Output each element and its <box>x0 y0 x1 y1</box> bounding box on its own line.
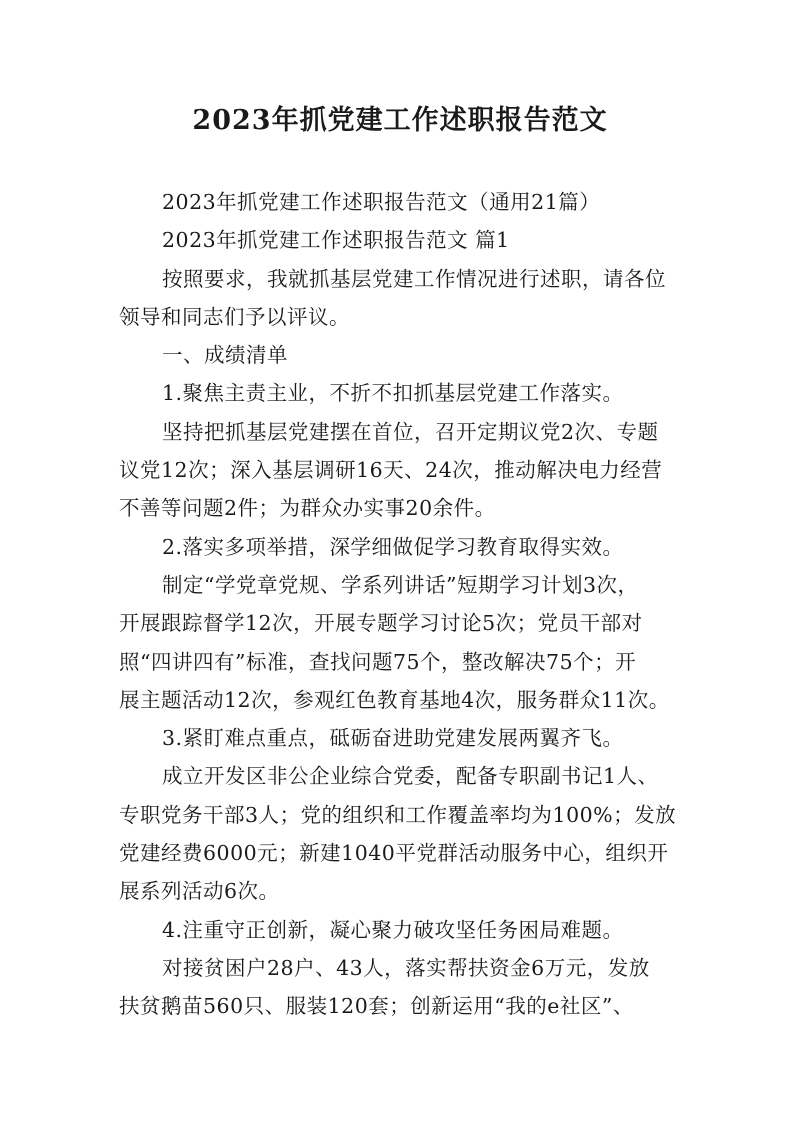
text-line: 领导和同志们予以评议。 <box>119 304 350 329</box>
text-line: 开展跟踪督学12次，开展专题学习讨论5次；党员干部对 <box>119 611 643 636</box>
text-line: 制定“学党章党规、学系列讲话”短期学习计划3次， <box>162 572 639 597</box>
text-line: 1.聚焦主责主业，不折不扣抓基层党建工作落实。 <box>162 381 624 406</box>
text-line: 2023年抓党建工作述职报告范文（通用21篇） <box>162 190 601 214</box>
text-line: 3.紧盯难点重点，砥砺奋进助党建发展两翼齐飞。 <box>162 726 624 751</box>
text-line: 不善等问题2件；为群众办实事20余件。 <box>119 496 496 521</box>
text-line: 对接贫困户28户、43人，落实帮扶资金6万元，发放 <box>162 955 650 980</box>
document-title: 2023年抓党建工作述职报告范文 <box>192 105 608 136</box>
text-line: 按照要求，我就抓基层党建工作情况进行述职，请各位 <box>162 266 666 291</box>
text-line: 专职党务干部3人；党的组织和工作覆盖率均为100%；发放 <box>119 802 677 827</box>
text-line: 2.落实多项举措，深学细做促学习教育取得实效。 <box>162 534 624 559</box>
text-line: 一、成绩清单 <box>162 343 288 368</box>
text-line: 展系列活动6次。 <box>119 879 280 904</box>
text-line: 党建经费6000元；新建1040平党群活动服务中心，组织开 <box>119 841 669 866</box>
document-body <box>119 183 684 1026</box>
text-line: 展主题活动12次，参观红色教育基地4次，服务群众11次。 <box>119 687 670 712</box>
text-line: 坚持把抓基层党建摆在首位，召开定期议党2次、专题 <box>162 419 659 444</box>
text-line: 议党12次；深入基层调研16天、24次，推动解决电力经营 <box>119 458 663 483</box>
text-line: 成立开发区非公企业综合党委，配备专职副书记1人、 <box>162 764 659 789</box>
text-line: 2023年抓党建工作述职报告范文 篇1 <box>162 228 510 253</box>
text-line: 扶贫鹅苗560只、服装120套；创新运用“我的e社区”、 <box>119 994 634 1019</box>
text-line: 照“四讲四有”标准，查找问题75个，整改解决75个；开 <box>119 649 637 674</box>
text-line: 4.注重守正创新，凝心聚力破攻坚任务困局难题。 <box>162 917 624 942</box>
